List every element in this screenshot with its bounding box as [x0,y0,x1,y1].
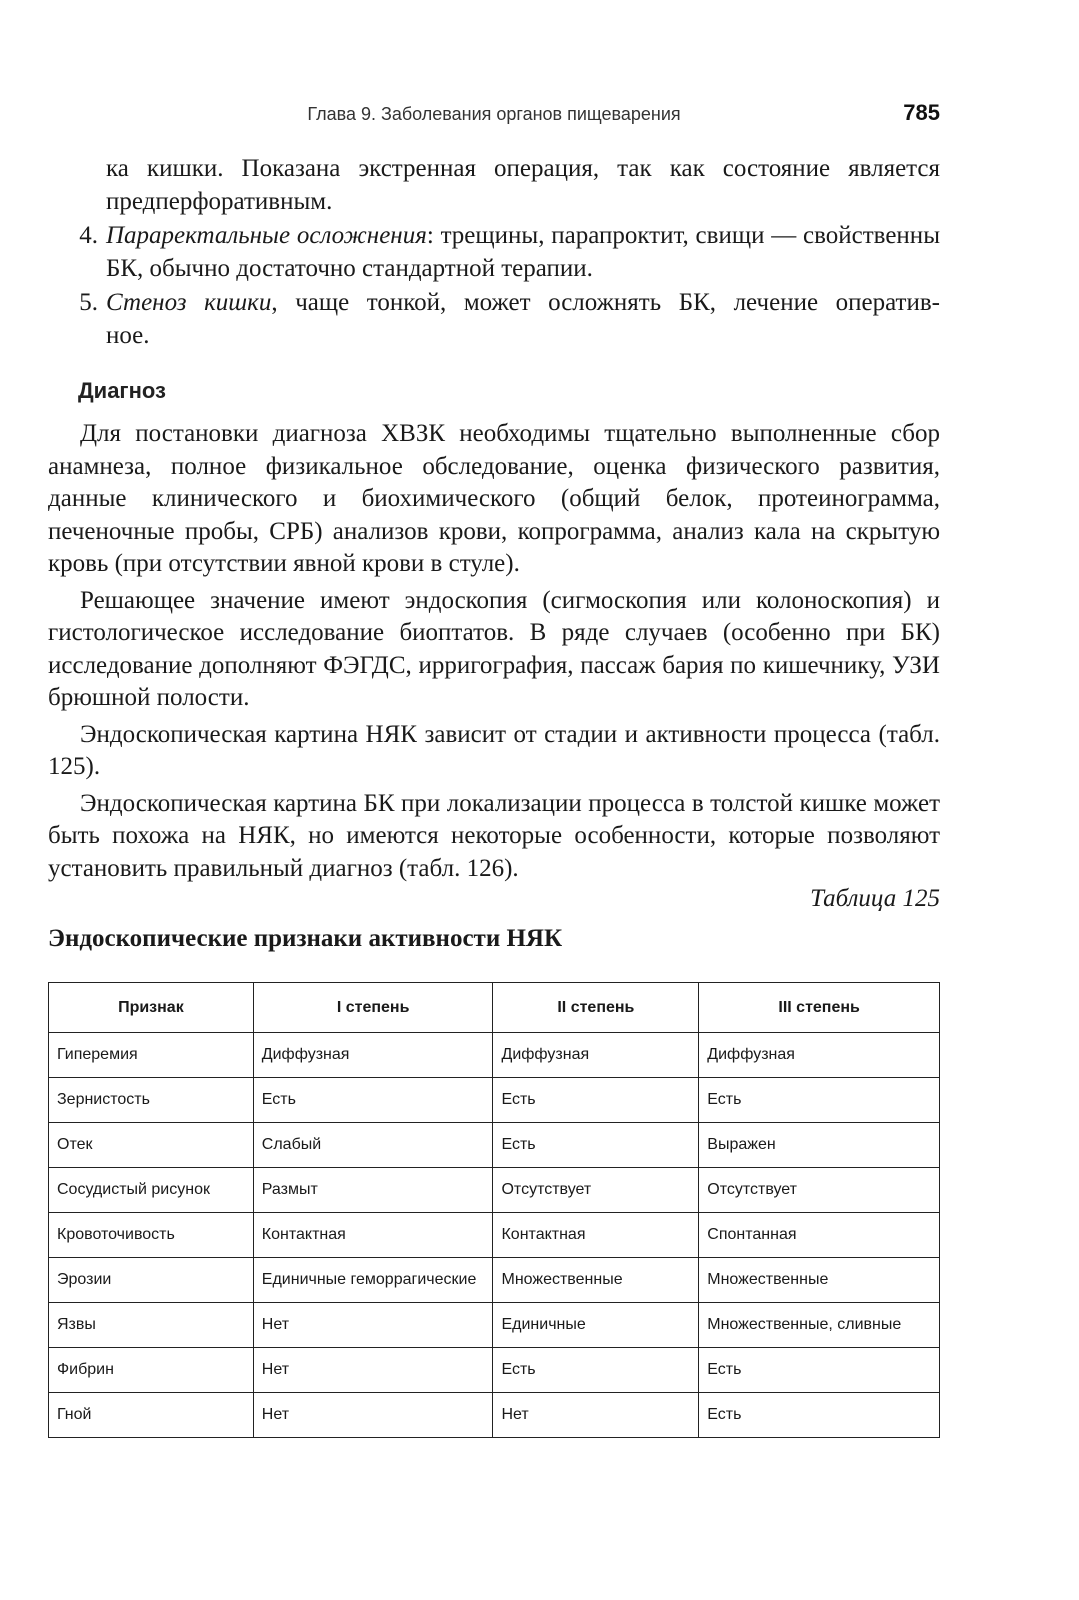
page-header [48,100,940,130]
list-item-term: Стеноз кишки [106,289,272,316]
table-cell: Зернистость [49,1078,254,1123]
table-cell: Нет [253,1348,493,1393]
table-cell: Есть [699,1078,940,1123]
table-cell: Контактная [493,1213,699,1258]
table-cell: Спонтанная [699,1213,940,1258]
table-cell: Множественные [699,1258,940,1303]
endoscopic-signs-table [48,982,940,1438]
table-cell: Есть [253,1078,493,1123]
table-row [49,1033,940,1078]
list-item-3-continuation: ка кишки. Показана экстренная операция, так как состояние является предперфоративным. [106,155,940,215]
paragraph: Решающее значение имеют эндоскопия (сигмоскопия или колоноскопия) и гистологическое исследование биоптатов. В ряде случаев (особенно при БК) исследование дополняют ФЭГДС, ирригография, пассаж бария по кишечнику, УЗИ брюшной полости. [48,586,940,711]
column-header-grade-1: I степень [253,983,493,1033]
table-cell: Есть [699,1348,940,1393]
list-item-text [106,287,940,352]
list-item-4 [48,220,940,285]
table-cell: Есть [493,1348,699,1393]
table-cell: Фибрин [49,1348,254,1393]
table-row [49,1393,940,1438]
table-row [49,1258,940,1303]
table-cell: Эрозии [49,1258,254,1303]
paragraph: Эндоскопическая картина БК при локализации процесса в толстой кишке может быть похожа на НЯК, но имеются некоторые особенности, которые позволяют установить правильный диагноз (табл. 126). [48,789,940,882]
table-cell: Отсутствует [493,1168,699,1213]
column-header-sign: Признак [49,983,254,1033]
table-title: Эндоскопические признаки активности НЯК [48,925,563,952]
paragraph: Эндоскопическая картина НЯК зависит от стадии и активности процесса (табл. 125). [48,720,940,780]
diagnosis-text-block [48,418,940,885]
table-cell: Диффузная [253,1033,493,1078]
page-number: 785 [903,100,940,125]
column-header-grade-3: III степень [699,983,940,1033]
table-cell: Выражен [699,1123,940,1168]
table-row [49,1078,940,1123]
table-cell: Сосудистый рисунок [49,1168,254,1213]
table-cell: Язвы [49,1303,254,1348]
paragraph: Для постановки диагноза ХВЗК необходимы тщательно выполненные сбор анамнеза, полное физикальное обследование, оценка физического развития, данные клинического и биохимического (общий белок, протеинограмма, печеночные пробы, СРБ) анализов крови, копрограмма, анализ кала на скрытую кровь (при отсутствии явной крови в стуле). [48,420,940,577]
table-cell: Гной [49,1393,254,1438]
list-item-body: , чаще тонкой, может осложнять БК, лечение оператив- [271,289,940,316]
table-cell: Гиперемия [49,1033,254,1078]
table-cell: Диффузная [493,1033,699,1078]
table-cell: Нет [493,1393,699,1438]
table-cell: Единичные [493,1303,699,1348]
table-cell: Размыт [253,1168,493,1213]
list-item-body: : трещины, парапроктит, свищи — свойственны БК, обычно достаточно стандартной терапии. [106,222,940,282]
table-cell: Множественные [493,1258,699,1303]
table-cell: Есть [493,1123,699,1168]
table-cell: Контактная [253,1213,493,1258]
section-heading-diagnosis: Диагноз [78,378,166,403]
table-cell: Слабый [253,1123,493,1168]
table-cell: Диффузная [699,1033,940,1078]
table-row [49,1168,940,1213]
list-item-5 [48,287,940,352]
table-cell: Есть [699,1393,940,1438]
list-continuation-block [48,153,940,352]
table-cell: Единичные геморрагические [253,1258,493,1303]
table-cell: Множественные, сливные [699,1303,940,1348]
table-row [49,1303,940,1348]
table-cell: Кровоточивость [49,1213,254,1258]
list-item-text [106,220,940,285]
table-cell: Нет [253,1393,493,1438]
table-cell: Отек [49,1123,254,1168]
table-header-row [49,983,940,1033]
running-title: Глава 9. Заболевания органов пищеварения [307,104,681,124]
list-item-term: Параректальные осложнения [106,222,427,249]
list-item-tail: ное. [106,321,150,349]
table-cell: Отсутствует [699,1168,940,1213]
table-caption: Таблица 125 [810,885,940,912]
list-item-number: 5. [79,289,98,316]
table-row [49,1213,940,1258]
table-row [49,1348,940,1393]
table-row [49,1123,940,1168]
column-header-grade-2: II степень [493,983,699,1033]
table-cell: Есть [493,1078,699,1123]
list-item-number: 4. [79,222,98,249]
table-cell: Нет [253,1303,493,1348]
